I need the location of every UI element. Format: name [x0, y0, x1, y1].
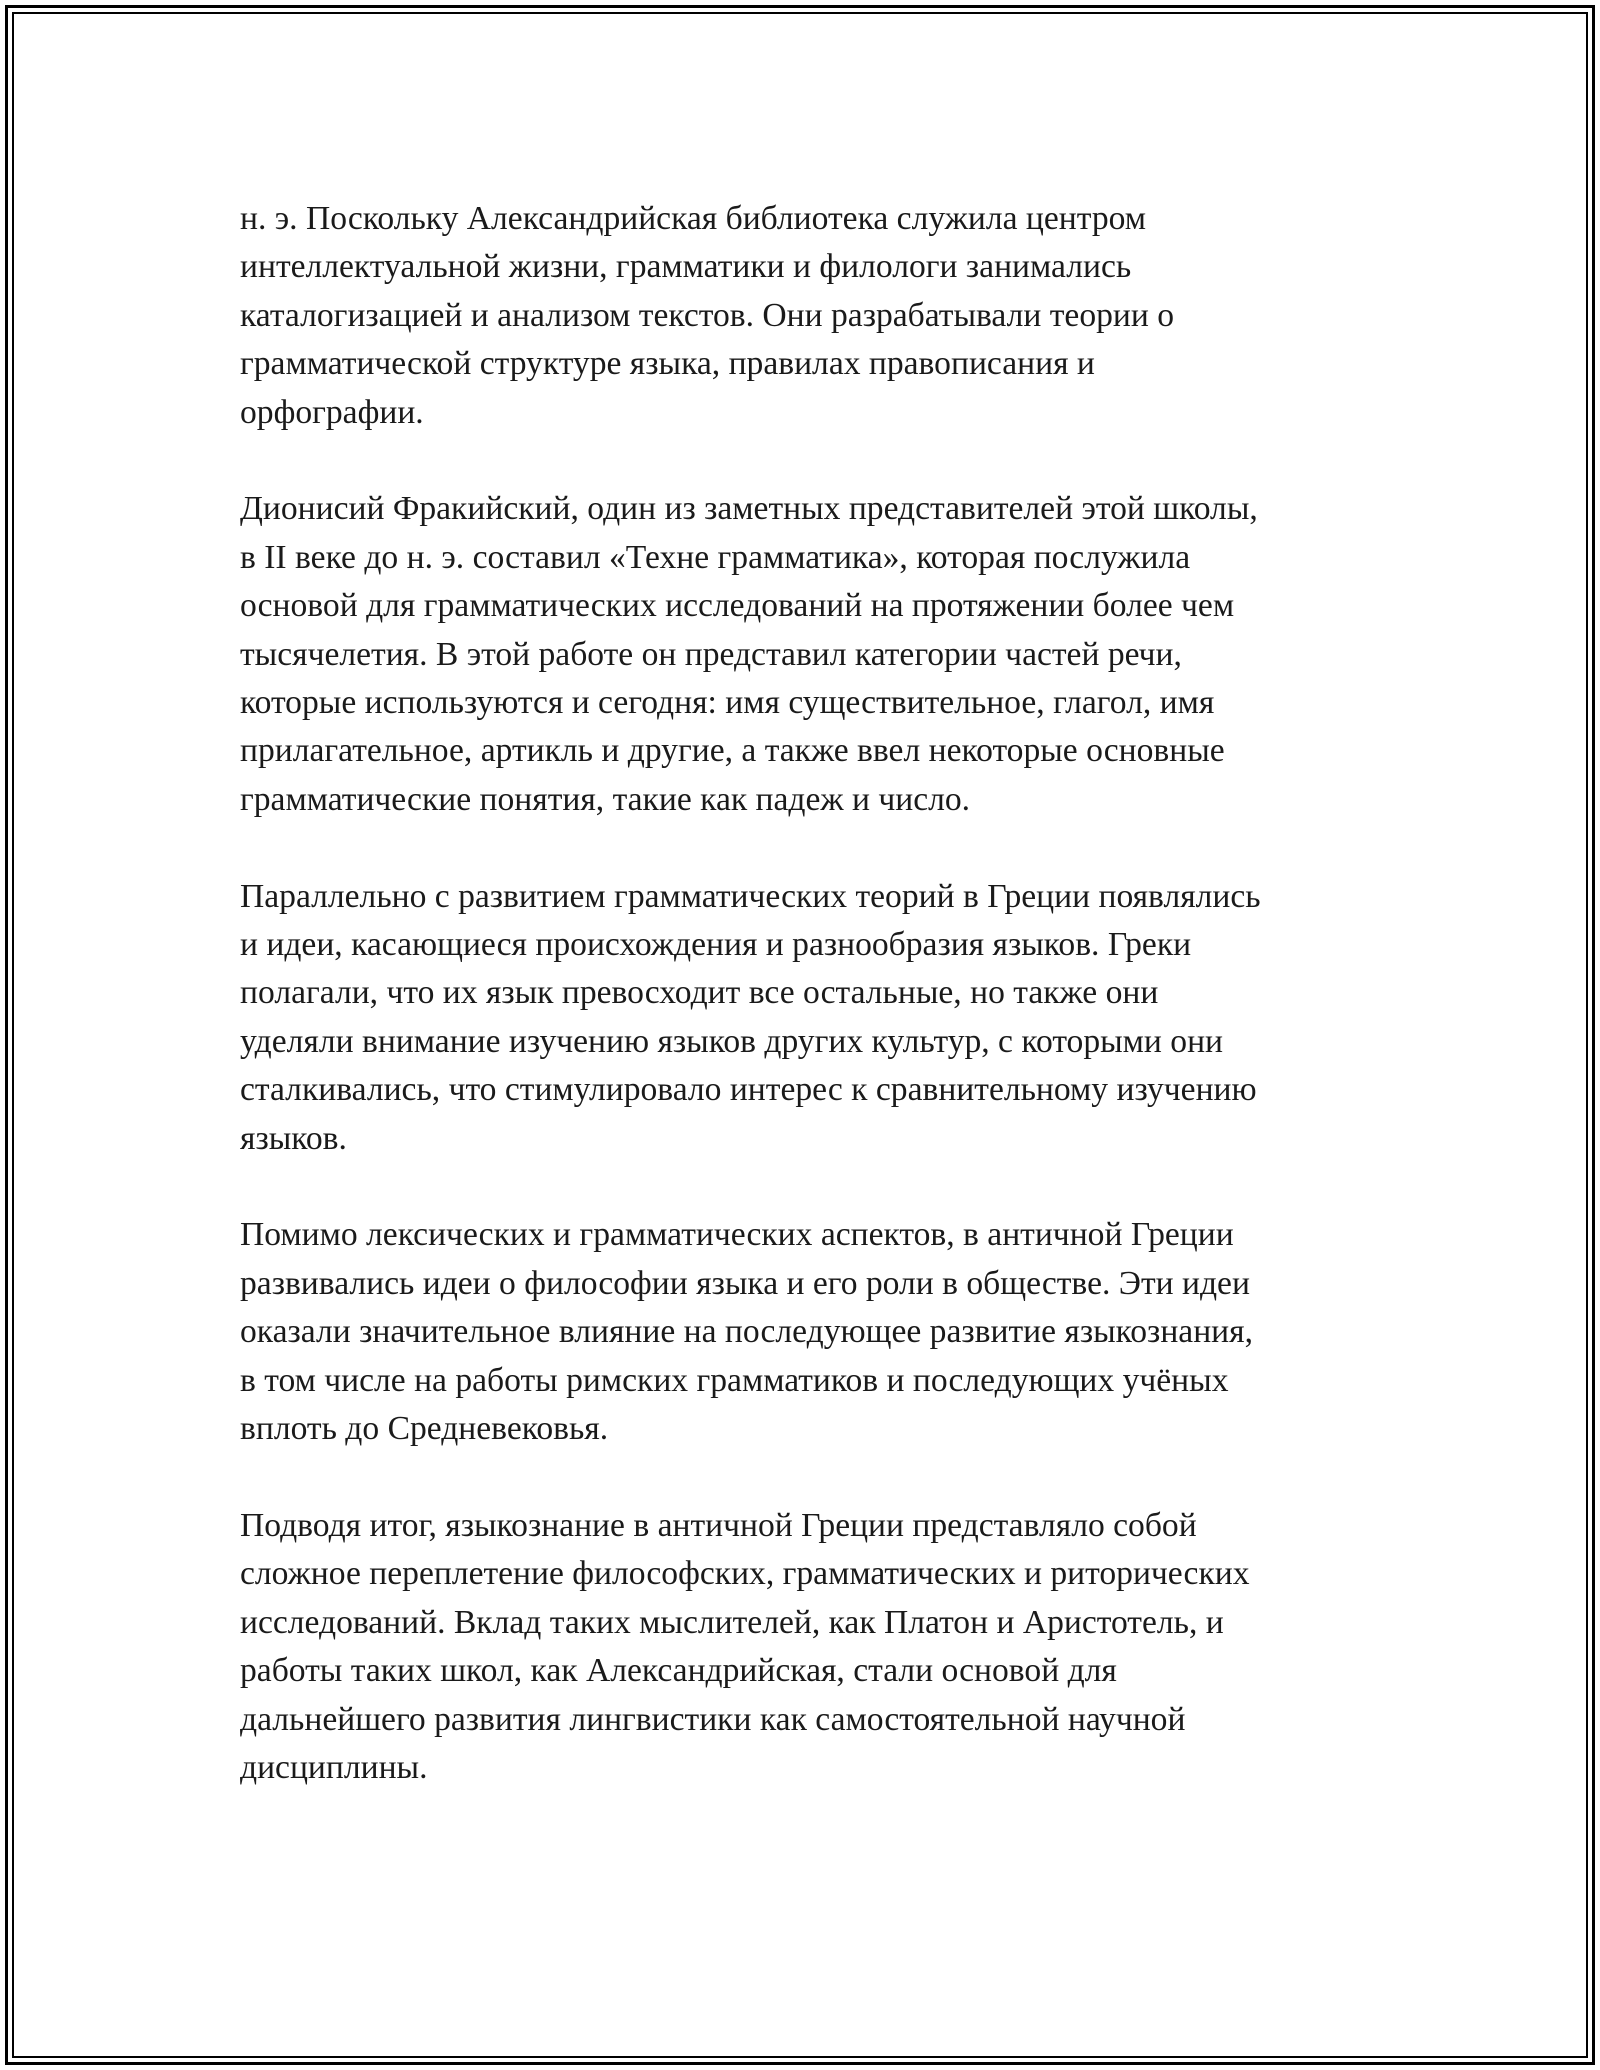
text-line: оказали значительное влияние на последующее развитие языкознания, — [240, 1313, 1253, 1351]
text-line: прилагательное, артикль и другие, а также ввел некоторые основные — [240, 732, 1225, 770]
paragraph-3 — [240, 873, 1380, 1163]
text-line: развивались идеи о философии языка и его роли в обществе. Эти идеи — [240, 1264, 1250, 1302]
text-line: работы таких школ, как Александрийская, стали основой для — [240, 1652, 1117, 1690]
text-line: грамматические понятия, такие как падеж и число. — [240, 780, 971, 818]
text-line: тысячелетия. В этой работе он представил категории частей речи, — [240, 635, 1182, 673]
paragraph-1 — [240, 195, 1380, 437]
page-frame — [5, 5, 1595, 2065]
text-line: и идеи, касающиеся происхождения и разнообразия языков. Греки — [240, 926, 1192, 964]
text-line: Помимо лексических и грамматических аспектов, в античной Греции — [240, 1216, 1234, 1254]
text-line: в II веке до н. э. составил «Техне грамматика», которая послужила — [240, 538, 1191, 576]
text-line: в том числе на работы римских грамматиков и последующих учёных — [240, 1361, 1229, 1399]
text-line: интеллектуальной жизни, грамматики и филологи занимались — [240, 248, 1132, 286]
text-line: н. э. Поскольку Александрийская библиотека служила центром — [240, 200, 1147, 237]
paragraph-2 — [240, 485, 1380, 824]
text-line: уделяли внимание изучению языков других культур, с которыми они — [240, 1022, 1224, 1060]
text-line: основой для грамматических исследований на протяжении более чем — [240, 587, 1235, 625]
text-line: вплоть до Средневековья. — [240, 1410, 609, 1448]
text-line: сталкивались, что стимулировало интерес к сравнительному изучению — [240, 1071, 1257, 1109]
text-line: грамматической структуре языка, правилах правописания и — [240, 345, 1095, 383]
text-line: Подводя итог, языкознание в античной Греции представляло собой — [240, 1506, 1197, 1544]
text-line: дисциплины. — [240, 1748, 428, 1786]
paragraph-4 — [240, 1211, 1380, 1453]
text-line: сложное переплетение философских, грамматических и риторических — [240, 1555, 1250, 1593]
text-line: которые используются и сегодня: имя существительное, глагол, имя — [240, 684, 1215, 722]
document-body — [240, 195, 1380, 1841]
text-line: исследований. Вклад таких мыслителей, как Платон и Аристотель, и — [240, 1603, 1224, 1641]
text-line: Дионисий Фракийский, один из заметных представителей этой школы, — [240, 490, 1258, 528]
text-line: Параллельно с развитием грамматических теорий в Греции появлялись — [240, 877, 1261, 915]
text-line: орфографии. — [240, 393, 424, 431]
text-line: языков. — [240, 1119, 347, 1157]
text-line: полагали, что их язык превосходит все остальные, но также они — [240, 974, 1159, 1012]
text-line: каталогизацией и анализом текстов. Они разрабатывали теории о — [240, 296, 1175, 334]
paragraph-5 — [240, 1502, 1380, 1792]
text-line: дальнейшего развития лингвистики как самостоятельной научной — [240, 1700, 1186, 1738]
